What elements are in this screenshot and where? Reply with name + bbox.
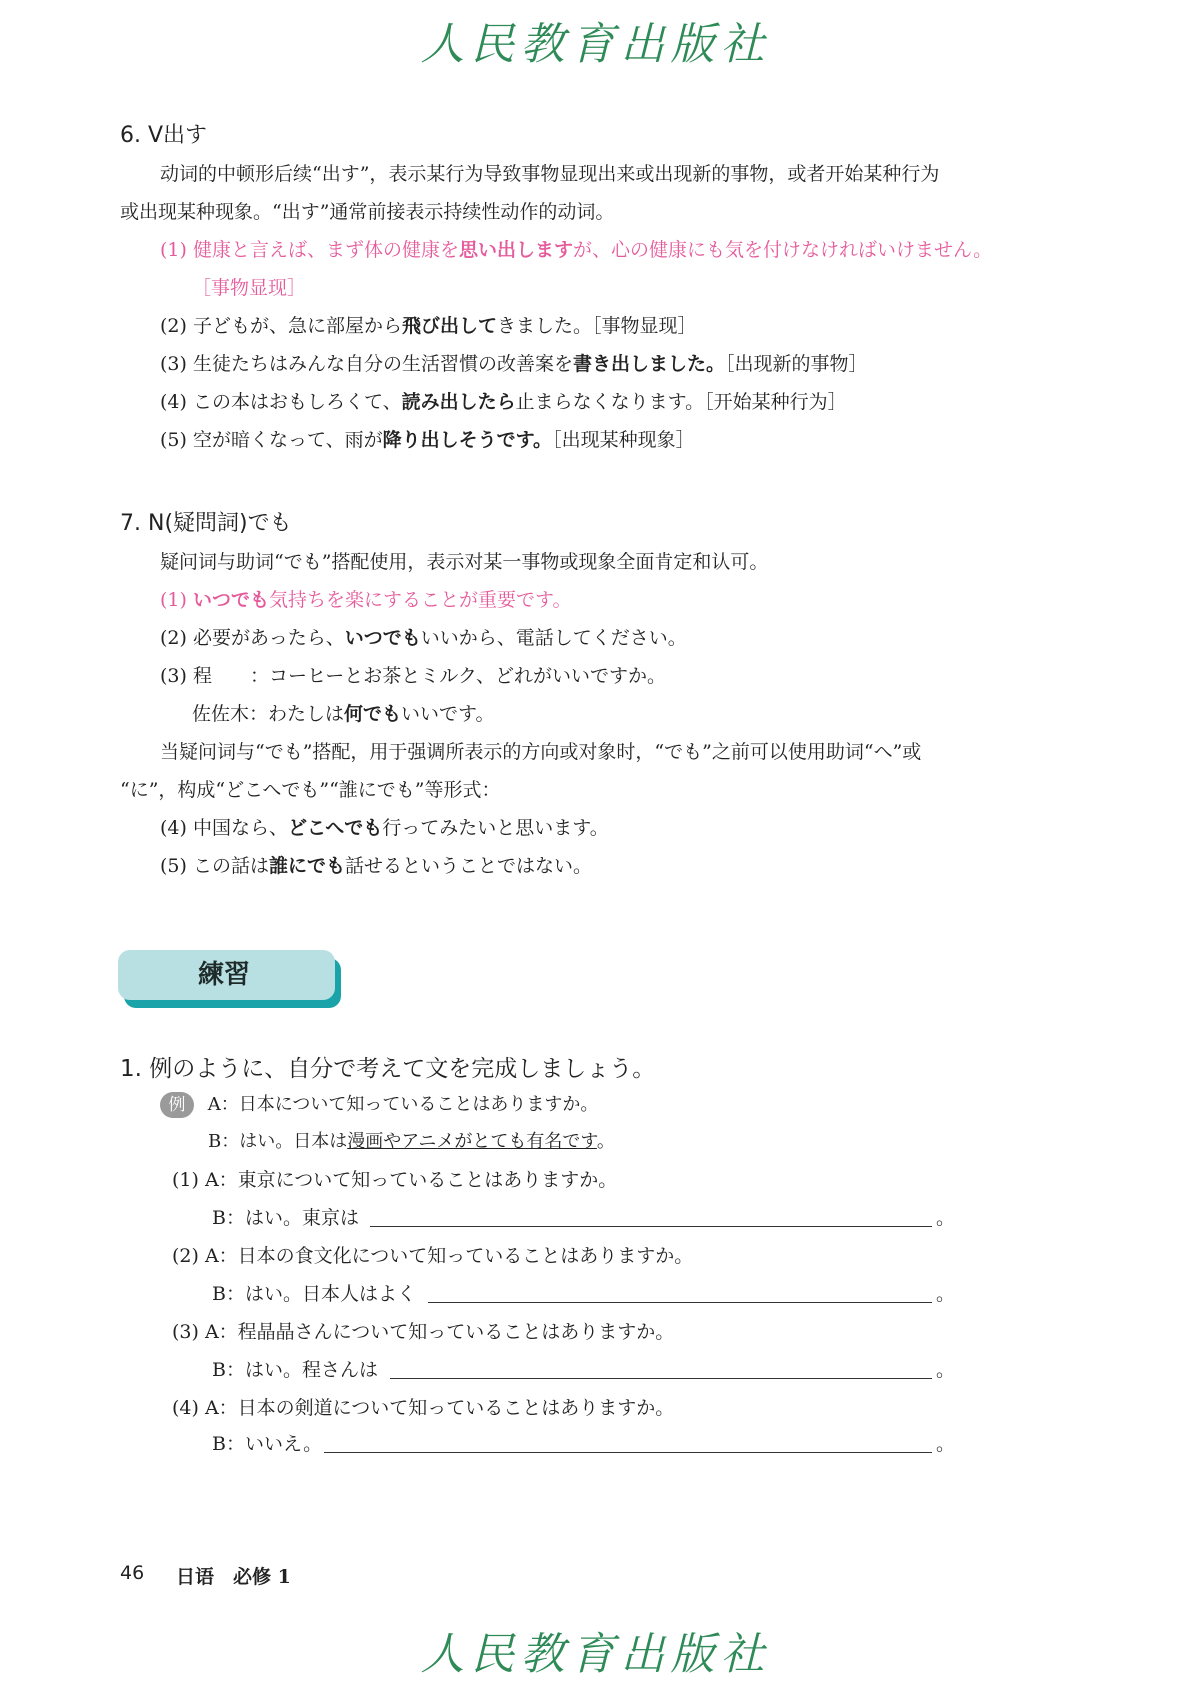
exercise-item-3-b: B：はい。程さんは <box>212 1359 378 1381</box>
section-7-note-cont: “に”，构成“どこへでも”“誰にでも”等形式： <box>120 779 501 801</box>
example-a: 例 A：日本について知っていることはありますか。 <box>160 1092 598 1118</box>
example-6-1: (1) 健康と言えば、まず体の健康を思い出しますが、心の健康にも気を付けなければいけません。 <box>160 239 993 261</box>
section-6-intro: 动词的中顿形后续“出す”，表示某行为导致事物显现出来或出现新的事物，或者开始某种行为 <box>160 163 940 185</box>
section-7-note: 当疑问词与“でも”搭配，用于强调所表示的方向或对象时，“でも”之前可以使用助词“へ”或 <box>160 741 922 763</box>
section-7-intro: 疑问词与助词“でも”搭配使用，表示对某一事物或现象全面肯定和认可。 <box>160 551 769 573</box>
practice-banner-label: 練習 <box>118 950 335 1000</box>
answer-blank-4[interactable] <box>324 1452 932 1453</box>
example-7-3a: (3) 程 ：コーヒーとお茶とミルク、どれがいいですか。 <box>160 665 667 687</box>
book-title: 日语 必修 1 <box>176 1566 291 1588</box>
publisher-logo-bottom: 人民教育出版社 <box>420 1629 771 1680</box>
page-number: 46 <box>120 1562 145 1584</box>
answer-blank-2[interactable] <box>428 1302 932 1303</box>
exercise-item-1-a: (1) A：東京について知っていることはありますか。 <box>172 1169 618 1191</box>
exercise-item-3-a: (3) A：程晶晶さんについて知っていることはありますか。 <box>172 1321 675 1343</box>
example-badge: 例 <box>160 1092 194 1118</box>
practice-banner <box>118 950 341 1006</box>
example-answer: 漫画やアニメがとても有名です <box>347 1131 597 1152</box>
example-6-4: (4) この本はおもしろくて、読み出したら止まらなくなります。［开始某种行为］ <box>160 391 847 413</box>
exercise-item-2-a: (2) A：日本の食文化について知っていることはありますか。 <box>172 1245 694 1267</box>
example-7-2: (2) 必要があったら、いつでもいいから、電話してください。 <box>160 627 687 649</box>
example-7-3b: 佐佐木：わたしは何でもいいです。 <box>192 703 495 725</box>
section-7-heading: 7. N(疑問詞)でも <box>120 511 292 536</box>
answer-end-4: 。 <box>936 1433 956 1455</box>
example-b: B：はい。日本は漫画やアニメがとても有名です。 <box>208 1131 615 1152</box>
exercise-1-heading: 1. 例のように、自分で考えて文を完成しましょう。 <box>120 1056 656 1082</box>
example-6-5: (5) 空が暗くなって、雨が降り出しそうです。［出现某种现象］ <box>160 429 695 451</box>
exercise-item-1-b: B：はい。東京は <box>212 1207 359 1229</box>
publisher-logo: 人民教育出版社 <box>420 19 771 70</box>
exercise-item-2-b: B：はい。日本人はよく <box>212 1283 416 1305</box>
answer-end-3: 。 <box>936 1359 956 1381</box>
example-7-5: (5) この話は誰にでも話せるということではない。 <box>160 855 592 877</box>
example-7-1: (1) いつでも気持ちを楽にすることが重要です。 <box>160 589 572 611</box>
example-6-1-note: ［事物显现］ <box>192 277 307 299</box>
exercise-item-4-b: B：いいえ。 <box>212 1433 323 1455</box>
example-7-4: (4) 中国なら、どこへでも行ってみたいと思います。 <box>160 817 609 839</box>
answer-blank-3[interactable] <box>390 1378 932 1379</box>
example-6-2: (2) 子どもが、急に部屋から飛び出してきました。［事物显现］ <box>160 315 697 337</box>
answer-end-1: 。 <box>936 1207 956 1229</box>
section-6-intro-cont: 或出现某种现象。“出す”通常前接表示持续性动作的动词。 <box>120 201 615 223</box>
section-6-heading: 6. V出す <box>120 123 208 148</box>
answer-end-2: 。 <box>936 1283 956 1305</box>
exercise-item-4-a: (4) A：日本の剣道について知っていることはありますか。 <box>172 1397 675 1419</box>
example-6-3: (3) 生徒たちはみんな自分の生活習慣の改善案を書き出しました。［出现新的事物］ <box>160 353 868 375</box>
answer-blank-1[interactable] <box>370 1226 932 1227</box>
